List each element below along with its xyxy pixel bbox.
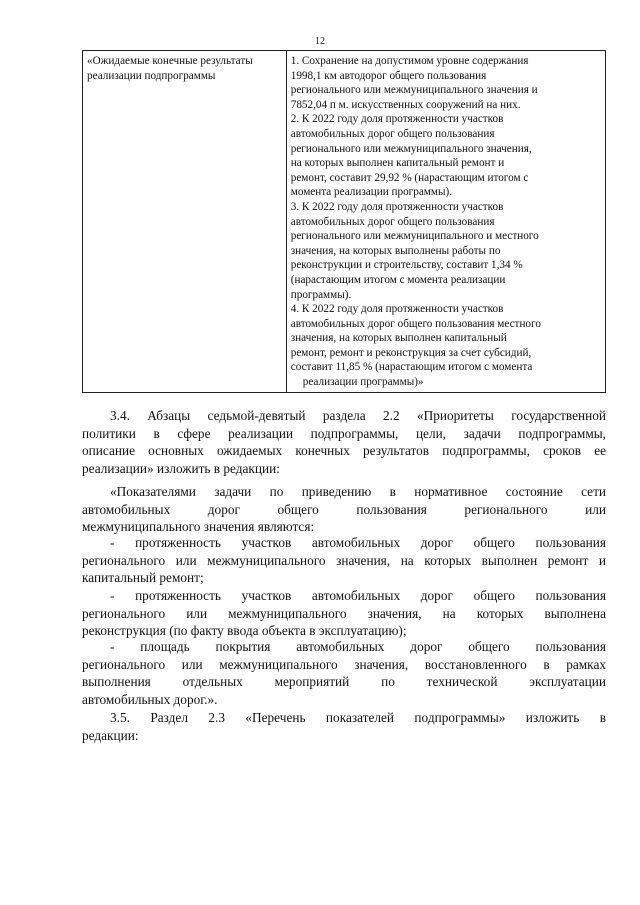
result-line: значения, на которых выполнены работы по: [290, 244, 501, 257]
paragraph-line: политики в сфере реализации подпрограммы, цели, задачи подпрограммы,: [82, 425, 606, 441]
result-line: 4. К 2022 году доля протяженности участков: [290, 303, 504, 316]
paragraph-line: - протяженность участков автомобильных дорог общего пользования: [110, 588, 606, 603]
list-item: [82, 587, 606, 640]
result-line: автомобильных дорог общего пользования: [290, 127, 495, 140]
paragraph-line: описание основных ожидаемых конечных результатов подпрограммы, сроков ее: [82, 443, 606, 459]
result-line: момента реализации программы).: [290, 186, 453, 199]
paragraph-line: регионального или межмуниципального значения, на которых выполнена: [82, 605, 606, 621]
result-line: регионального или межмуниципального и местного: [290, 230, 539, 243]
paragraph-line: автомобильных дорог.».: [82, 691, 218, 707]
result-line: автомобильных дорог общего пользования местного: [290, 317, 541, 330]
result-line: регионального или межмуниципального значения,: [290, 142, 532, 155]
results-table: [82, 50, 606, 393]
paragraph-indicators: [82, 483, 606, 536]
result-line: ремонт, ремонт и реконструкция за счет субсидий,: [290, 346, 532, 359]
paragraph-line: реконструкция (по факту ввода объекта в эксплуатацию);: [82, 623, 407, 639]
result-line: программы).: [290, 288, 352, 301]
result-line: автомобильных дорог общего пользования: [290, 215, 495, 228]
paragraph-3-4: [82, 407, 606, 477]
paragraph-line: межмуниципального значения являются:: [82, 519, 315, 535]
paragraph-line: - протяженность участков автомобильных дорог общего пользования: [110, 535, 606, 550]
paragraph-3-5: [82, 709, 606, 744]
table-label-cell: [83, 51, 287, 393]
paragraph-line: 3.5. Раздел 2.3 «Перечень показателей подпрограммы» изложить в: [110, 710, 606, 725]
result-line: значения, на которых выполнен капитальный: [290, 332, 507, 345]
result-line: (нарастающим итогом с момента реализации: [290, 273, 506, 286]
result-line: ремонт, составит 29,92 % (нарастающим итогом с: [290, 171, 529, 184]
result-line: 3. К 2022 году доля протяженности участков: [290, 200, 504, 213]
table-label-line: «Ожидаемые конечные результаты: [87, 55, 253, 67]
page-number: 12: [315, 36, 325, 47]
paragraph-line: выполнения отдельных мероприятий по технической эксплуатации: [82, 674, 606, 690]
paragraph-line: регионального или межмуниципального значения, восстановленного в рамках: [82, 656, 606, 672]
result-line: регионального или межмуниципального значения и: [290, 84, 538, 97]
paragraph-line: регионального или межмуниципального значения, на которых выполнен ремонт и: [82, 552, 606, 568]
paragraph-line: капитальный ремонт;: [82, 570, 204, 586]
table-label-line: реализации подпрограммы: [87, 69, 216, 82]
result-line: 1998,1 км автодорог общего пользования: [290, 69, 487, 82]
result-line: 7852,04 п м. искусственных сооружений на них.: [290, 98, 521, 111]
table-row: [83, 51, 606, 393]
paragraph-line: реализации» изложить в редакции:: [82, 460, 280, 476]
paragraph-line: 3.4. Абзацы седьмой-девятый раздела 2.2 «Приоритеты государственной: [110, 408, 606, 423]
paragraph-line: редакции:: [82, 727, 139, 743]
paragraph-line: - площадь покрытия автомобильных дорог общего пользования: [110, 639, 606, 654]
result-line: 1. Сохранение на допустимом уровне содержания: [290, 55, 529, 67]
result-line: на которых выполнен капитальный ремонт и: [290, 157, 505, 170]
result-line: реконструкции и строительству, составит 1,34 %: [290, 259, 523, 272]
list-item: [82, 534, 606, 587]
list-item: [82, 638, 606, 708]
table-results-cell: [286, 51, 605, 393]
result-line: 2. К 2022 году доля протяженности участков: [290, 113, 504, 126]
result-line: составит 11,85 % (нарастающим итогом с момента: [290, 361, 533, 374]
paragraph-line: автомобильных дорог общего пользования регионального или: [82, 501, 606, 517]
result-line: реализации программы)»: [302, 376, 424, 389]
paragraph-line: «Показателями задачи по приведению в нормативное состояние сети: [110, 484, 606, 499]
